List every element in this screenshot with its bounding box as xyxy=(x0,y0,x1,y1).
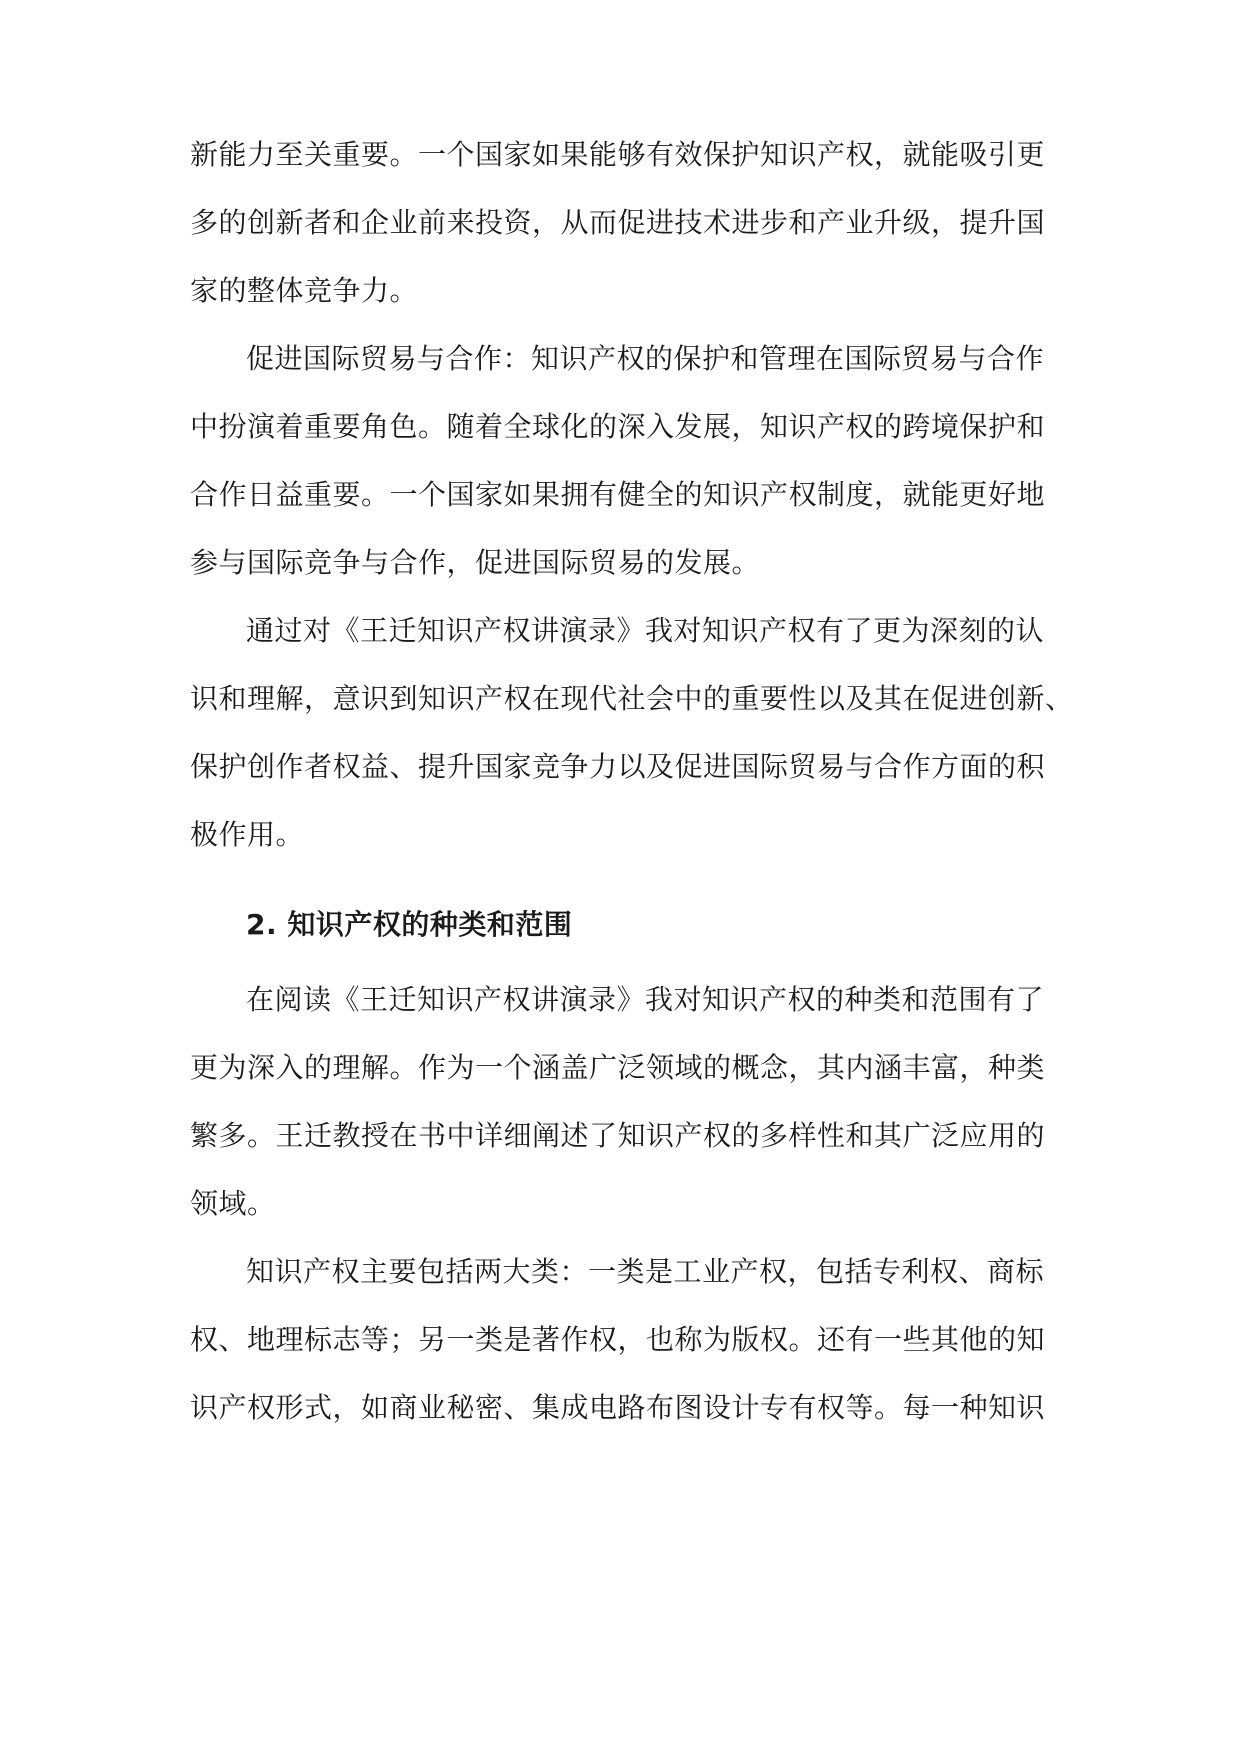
paragraph-line: 中扮演着重要角色。随着全球化的深入发展，知识产权的跨境保护和 xyxy=(190,410,1046,443)
paragraph-line: 家的整体竞争力。 xyxy=(190,274,419,307)
paragraph-line: 在阅读《王迁知识产权讲演录》我对知识产权的种类和范围有了 xyxy=(246,983,1045,1016)
paragraph-line: 合作日益重要。一个国家如果拥有健全的知识产权制度，就能更好地 xyxy=(190,478,1046,511)
paragraph-line: 权、地理标志等；另一类是著作权，也称为版权。还有一些其他的知 xyxy=(190,1323,1046,1356)
paragraph-line: 极作用。 xyxy=(190,818,305,851)
paragraph-line: 繁多。王迁教授在书中详细阐述了知识产权的多样性和其广泛应用的 xyxy=(190,1119,1046,1152)
paragraph-line: 参与国际竞争与合作，促进国际贸易的发展。 xyxy=(190,546,761,579)
paragraph-line: 识和理解，意识到知识产权在现代社会中的重要性以及其在促进创新、 xyxy=(190,682,1074,715)
paragraph-line: 多的创新者和企业前来投资，从而促进技术进步和产业升级，提升国 xyxy=(190,206,1046,239)
paragraph-line: 领域。 xyxy=(190,1187,276,1220)
paragraph-line: 通过对《王迁知识产权讲演录》我对知识产权有了更为深刻的认 xyxy=(246,614,1045,647)
paragraph-line: 保护创作者权益、提升国家竞争力以及促进国际贸易与合作方面的积 xyxy=(190,750,1046,783)
paragraph-line: 新能力至关重要。一个国家如果能够有效保护知识产权，就能吸引更 xyxy=(190,138,1046,171)
paragraph-line: 识产权形式，如商业秘密、集成电路布图设计专有权等。每一种知识 xyxy=(190,1391,1046,1424)
paragraph-line: 知识产权主要包括两大类：一类是工业产权，包括专利权、商标 xyxy=(246,1255,1045,1288)
paragraph-line: 促进国际贸易与合作：知识产权的保护和管理在国际贸易与合作 xyxy=(246,342,1045,375)
paragraph-line: 更为深入的理解。作为一个涵盖广泛领域的概念，其内涵丰富，种类 xyxy=(190,1051,1046,1084)
section-heading: 2. 知识产权的种类和范围 xyxy=(246,908,573,941)
